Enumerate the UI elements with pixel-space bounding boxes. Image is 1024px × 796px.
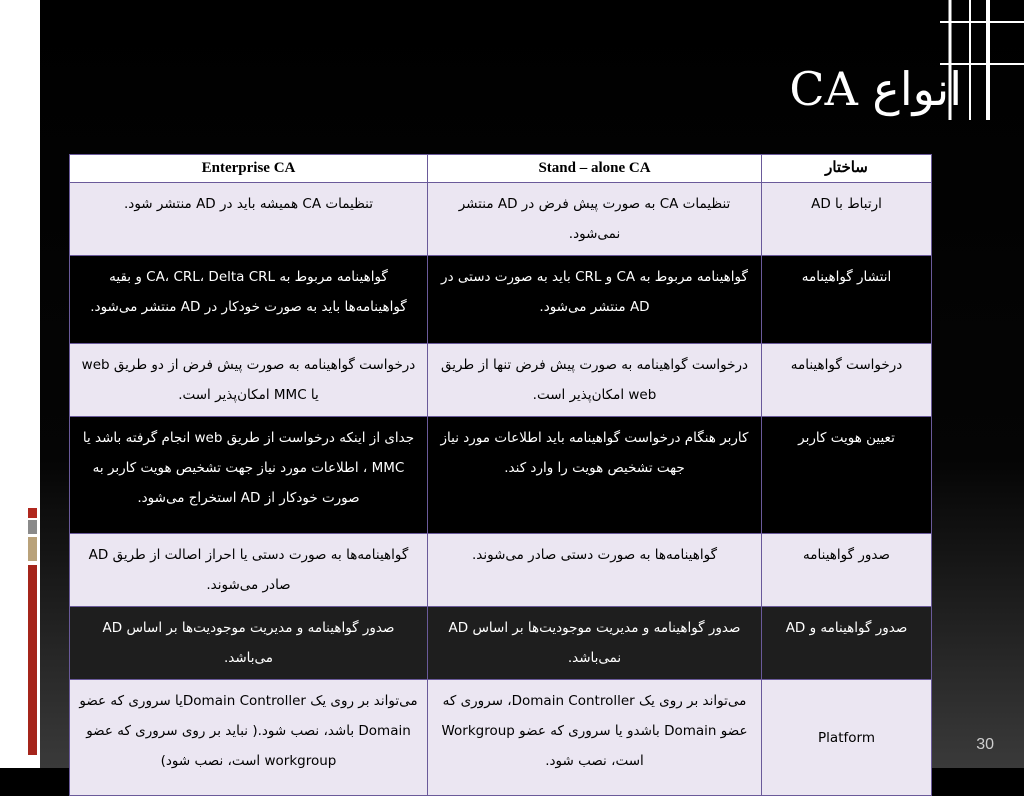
enterprise-cell: تنظیمات CA همیشه باید در AD منتشر شود. (70, 183, 428, 256)
table-row (70, 344, 932, 417)
table-row (70, 680, 932, 796)
enterprise-cell: گواهینامه‌ها به صورت دستی یا احراز اصالت از طریق AD صادر می‌شوند. (70, 534, 428, 607)
table-header-row (70, 155, 932, 183)
standalone-cell: می‌تواند بر روی یک Domain Controller، سروری که عضو Domain باشدو یا سروری که عضو Workgroup است، نصب شود. (428, 680, 762, 796)
standalone-cell: صدور گواهینامه و مدیریت موجودیت‌ها بر اساس AD نمی‌باشد. (428, 607, 762, 680)
row-label: ارتباط با AD (762, 183, 932, 256)
header-enterprise-ca: Enterprise CA (70, 155, 428, 183)
accent-bar-red-top (28, 508, 37, 518)
table-row (70, 256, 932, 344)
standalone-cell: گواهینامه‌ها به صورت دستی صادر می‌شوند. (428, 534, 762, 607)
ca-comparison-table (69, 154, 932, 796)
accent-bar-gray (28, 520, 37, 534)
row-label: انتشار گواهینامه (762, 256, 932, 344)
row-label: صدور گواهینامه و AD (762, 607, 932, 680)
row-label: صدور گواهینامه (762, 534, 932, 607)
enterprise-cell: جدای از اینکه درخواست از طریق web انجام گرفته باشد یا MMC ، اطلاعات مورد نیاز جهت تشخیص هویت کاربر به صورت خودکار از AD استخراج می‌شود. (70, 417, 428, 534)
table-row (70, 417, 932, 534)
standalone-cell: گواهینامه مربوط به CA و CRL باید به صورت دستی در AD منتشر می‌شود. (428, 256, 762, 344)
accent-bar-tan (28, 537, 37, 561)
standalone-cell: درخواست گواهینامه به صورت پیش فرض تنها از طریق web امکان‌پذیر است. (428, 344, 762, 417)
enterprise-cell: می‌تواند بر روی یک Domain Controllerیا سروری که عضو Domain باشد، نصب شود.( نباید بر روی سروری که عضو workgroup است، نصب شود) (70, 680, 428, 796)
slide-title: انواع CA (789, 62, 962, 116)
table-row (70, 607, 932, 680)
standalone-cell: کاربر هنگام درخواست گواهینامه باید اطلاعات مورد نیاز جهت تشخیص هویت را وارد کند. (428, 417, 762, 534)
header-standalone-ca: Stand – alone CA (428, 155, 762, 183)
enterprise-cell: صدور گواهینامه و مدیریت موجودیت‌ها بر اساس AD می‌باشد. (70, 607, 428, 680)
table-row (70, 183, 932, 256)
header-structure: ساختار (762, 155, 932, 183)
standalone-cell: تنظیمات CA به صورت پیش فرض در AD منتشر نمی‌شود. (428, 183, 762, 256)
row-label: تعیین هویت کاربر (762, 417, 932, 534)
row-label: Platform (762, 680, 932, 796)
accent-bar-red-long (28, 565, 37, 755)
enterprise-cell: درخواست گواهینامه به صورت پیش فرض از دو طریق web یا MMC امکان‌پذیر است. (70, 344, 428, 417)
enterprise-cell: گواهینامه مربوط به CA، CRL، Delta CRL و بقیه گواهینامه‌ها باید به صورت خودکار در AD منتشر می‌شود. (70, 256, 428, 344)
row-label: درخواست گواهینامه (762, 344, 932, 417)
table-row (70, 534, 932, 607)
page-number: 30 (976, 736, 994, 753)
